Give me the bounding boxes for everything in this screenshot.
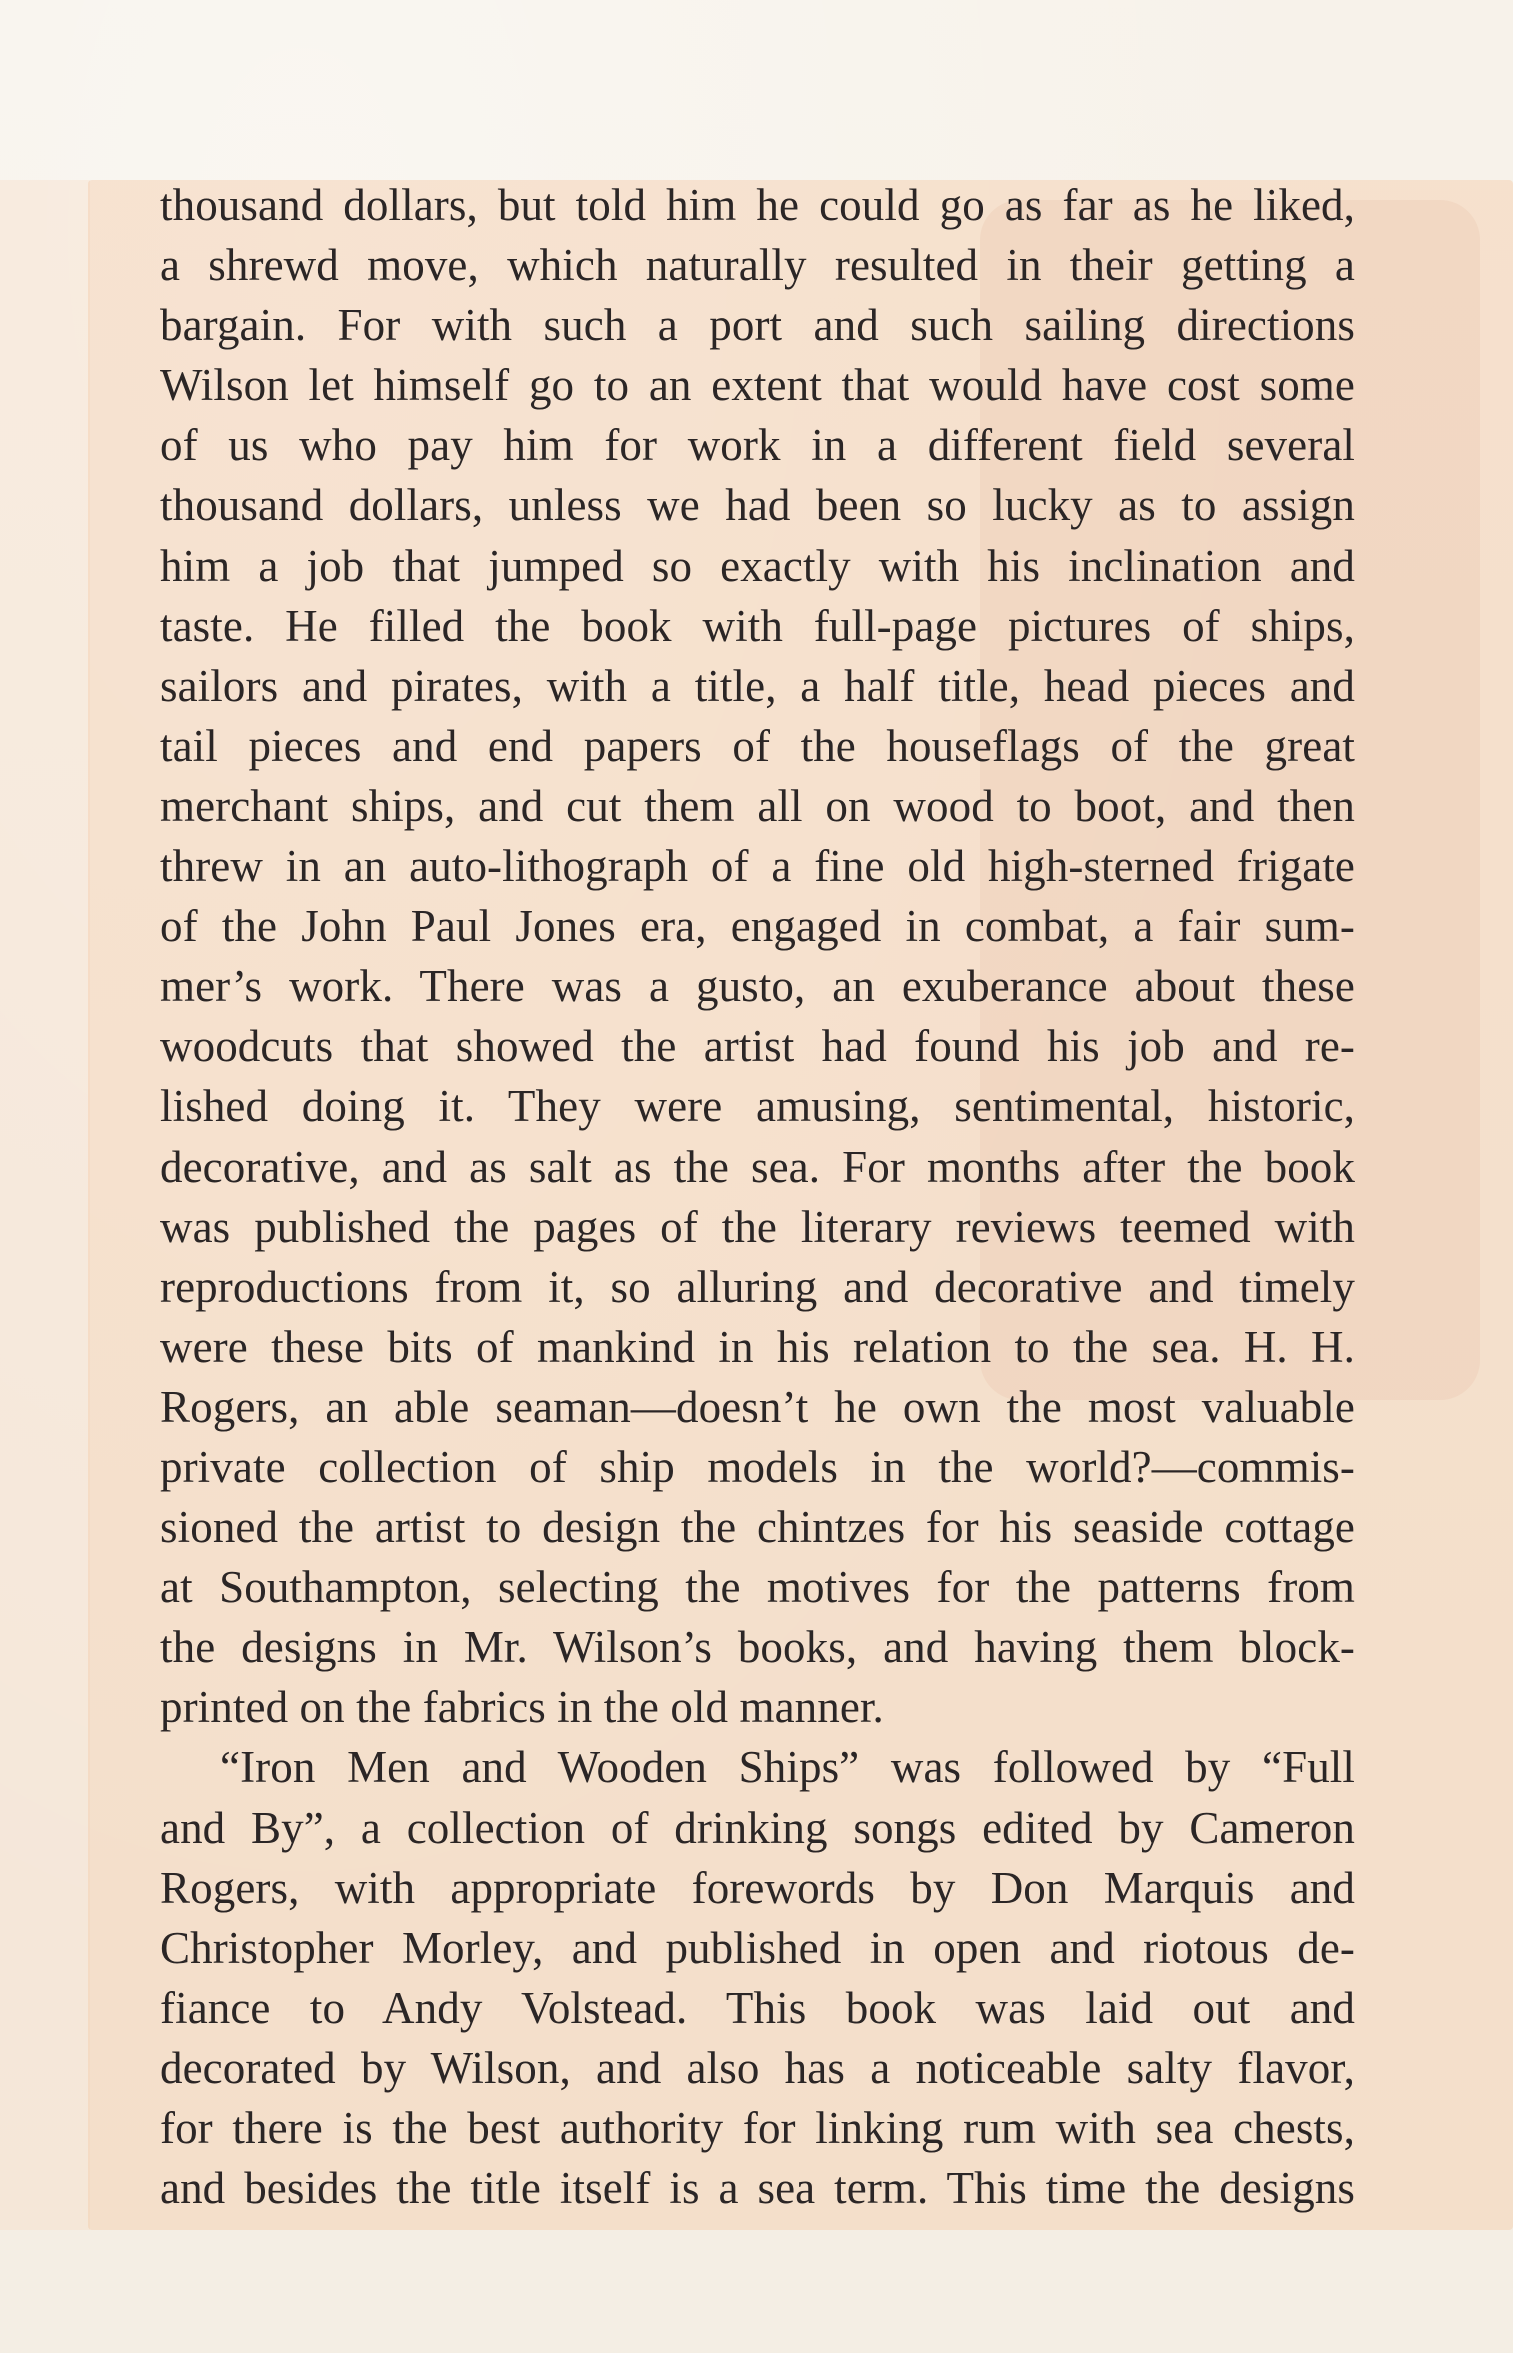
text-line: bargain. For with such a port and such sailing directions bbox=[160, 300, 1355, 351]
text-line: and besides the title itself is a sea term. This time the designs bbox=[160, 2163, 1355, 2214]
text-line: a shrewd move, which naturally resulted in their getting a bbox=[160, 240, 1355, 291]
text-line: were these bits of mankind in his relation to the sea. H. H. bbox=[160, 1321, 1355, 1372]
text-line: thousand dollars, but told him he could go as far as he liked, bbox=[160, 180, 1355, 230]
text-line: threw in an auto-lithograph of a fine old high-sterned frigate bbox=[160, 841, 1355, 892]
paragraph-end-line: printed on the fabrics in the old manner. bbox=[160, 1682, 884, 1733]
text-line: Wilson let himself go to an extent that would have cost some bbox=[160, 360, 1355, 411]
text-line: tail pieces and end papers of the houseflags of the great bbox=[160, 720, 1355, 771]
text-line: of the John Paul Jones era, engaged in combat, a fair sum- bbox=[160, 901, 1355, 952]
body-text bbox=[160, 175, 1355, 2218]
text-line: him a job that jumped so exactly with his inclination and bbox=[160, 540, 1355, 591]
margin-tint bbox=[0, 180, 90, 2230]
text-line: private collection of ship models in the world?—commis- bbox=[160, 1441, 1355, 1492]
text-line: Rogers, an able seaman—doesn’t he own the most valuable bbox=[160, 1381, 1355, 1432]
text-line: Rogers, with appropriate forewords by Don Marquis and bbox=[160, 1862, 1355, 1913]
text-line: the designs in Mr. Wilson’s books, and having them block- bbox=[160, 1622, 1355, 1673]
text-line: reproductions from it, so alluring and decorative and timely bbox=[160, 1261, 1355, 1312]
text-line: for there is the best authority for linking rum with sea chests, bbox=[160, 2103, 1355, 2153]
text-line: and By”, a collection of drinking songs edited by Cameron bbox=[160, 1802, 1355, 1853]
text-line: mer’s work. There was a gusto, an exuberance about these bbox=[160, 961, 1355, 1012]
text-line: sailors and pirates, with a title, a half title, head pieces and bbox=[160, 660, 1355, 711]
text-line: Christopher Morley, and published in open and riotous de- bbox=[160, 1922, 1355, 1973]
text-line: woodcuts that showed the artist had found his job and re- bbox=[160, 1021, 1355, 1072]
text-line: lished doing it. They were amusing, sentimental, historic, bbox=[160, 1081, 1355, 1132]
text-line: of us who pay him for work in a different field several bbox=[160, 420, 1355, 471]
text-line: merchant ships, and cut them all on wood to boot, and then bbox=[160, 780, 1355, 831]
text-line: at Southampton, selecting the motives for the patterns from bbox=[160, 1562, 1355, 1613]
text-line: sioned the artist to design the chintzes for his seaside cottage bbox=[160, 1502, 1355, 1553]
text-line: thousand dollars, unless we had been so lucky as to assign bbox=[160, 480, 1355, 531]
text-line: was published the pages of the literary reviews teemed with bbox=[160, 1201, 1355, 1252]
paragraph-start-line: “Iron Men and Wooden Ships” was followed by “Full bbox=[220, 1742, 1355, 1793]
text-line: decorated by Wilson, and also has a noticeable salty flavor, bbox=[160, 2042, 1355, 2093]
text-line: decorative, and as salt as the sea. For months after the book bbox=[160, 1141, 1355, 1192]
text-line: taste. He filled the book with full-page pictures of ships, bbox=[160, 600, 1355, 651]
text-line: fiance to Andy Volstead. This book was laid out and bbox=[160, 1982, 1355, 2033]
